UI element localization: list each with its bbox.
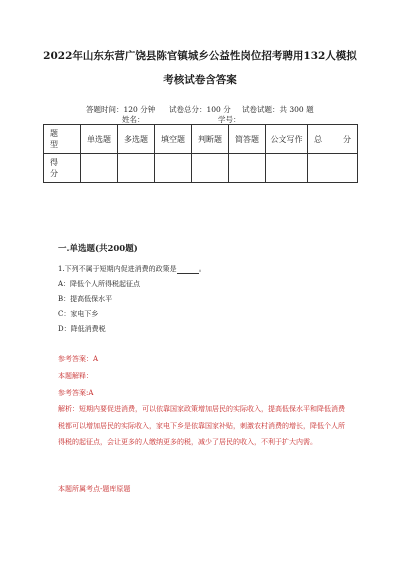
score-row-label: 得 分 xyxy=(44,154,81,183)
header-multiple-choice: 多选题 xyxy=(118,125,155,154)
option-d[interactable]: D：降低消费税 xyxy=(58,325,106,333)
score-table-score-row xyxy=(44,154,358,183)
option-b[interactable]: B：提高低保水平 xyxy=(58,295,113,303)
header-fill-blank: 填空题 xyxy=(155,125,192,154)
header-single-choice: 单选题 xyxy=(81,125,118,154)
header-document-writing: 公文写作 xyxy=(266,125,308,154)
reference-answer: 参考答案：A xyxy=(58,355,99,363)
explanation-text: 解析：短期内要促进消费，可以依靠国家政策增加居民的实际收入，提高低保水平和降低消费税都可以增加居民的实际收入，家电下乡是依靠国家补贴，刺激农村消费的增长，降低个人所得税的起征点，会让更多的人缴纳更多的税，减少了居民的收入，不利于扩大内需。 xyxy=(58,405,345,446)
score-cell[interactable] xyxy=(81,154,118,183)
exam-title: 2022年山东东营广饶县陈官镇城乡公益性岗位招考聘用132人模拟 xyxy=(43,50,357,62)
reference-answer-repeat: 参考答案:A xyxy=(58,389,94,397)
header-total: 总 分 xyxy=(308,125,358,154)
score-cell[interactable] xyxy=(155,154,192,183)
exam-subtitle: 考核试卷含答案 xyxy=(163,74,237,86)
score-cell[interactable] xyxy=(266,154,308,183)
header-true-false: 判断题 xyxy=(192,125,229,154)
option-c[interactable]: C：家电下乡 xyxy=(58,310,99,318)
source-note: 本题所属考点-题库原题 xyxy=(58,485,131,493)
question-stem-text: 1.下列不属于短期内促进消费的政策是 xyxy=(58,265,177,273)
question-count: 试卷试题：共 300 题 xyxy=(242,105,314,114)
score-table xyxy=(43,124,358,183)
score-cell[interactable] xyxy=(308,154,358,183)
header-short-answer: 简答题 xyxy=(229,125,266,154)
score-table-header-row xyxy=(44,125,358,154)
section-title: 一.单选题(共200题) xyxy=(58,244,138,254)
analysis-label: 本题解释： xyxy=(58,372,93,380)
header-question-type: 题 型 xyxy=(44,125,81,154)
answer-time: 答题时间：120 分钟 xyxy=(86,105,156,114)
name-label: 姓名： xyxy=(122,115,145,124)
student-id-label: 学号： xyxy=(218,115,241,124)
total-score: 试卷总分：100 分 xyxy=(169,105,231,114)
score-cell[interactable] xyxy=(229,154,266,183)
score-cell[interactable] xyxy=(118,154,155,183)
question-stem-end: 。 xyxy=(198,265,206,273)
score-cell[interactable] xyxy=(192,154,229,183)
answer-blank[interactable] xyxy=(177,266,199,274)
question-stem xyxy=(58,264,206,274)
option-a[interactable]: A：降低个人所得税起征点 xyxy=(58,280,141,288)
